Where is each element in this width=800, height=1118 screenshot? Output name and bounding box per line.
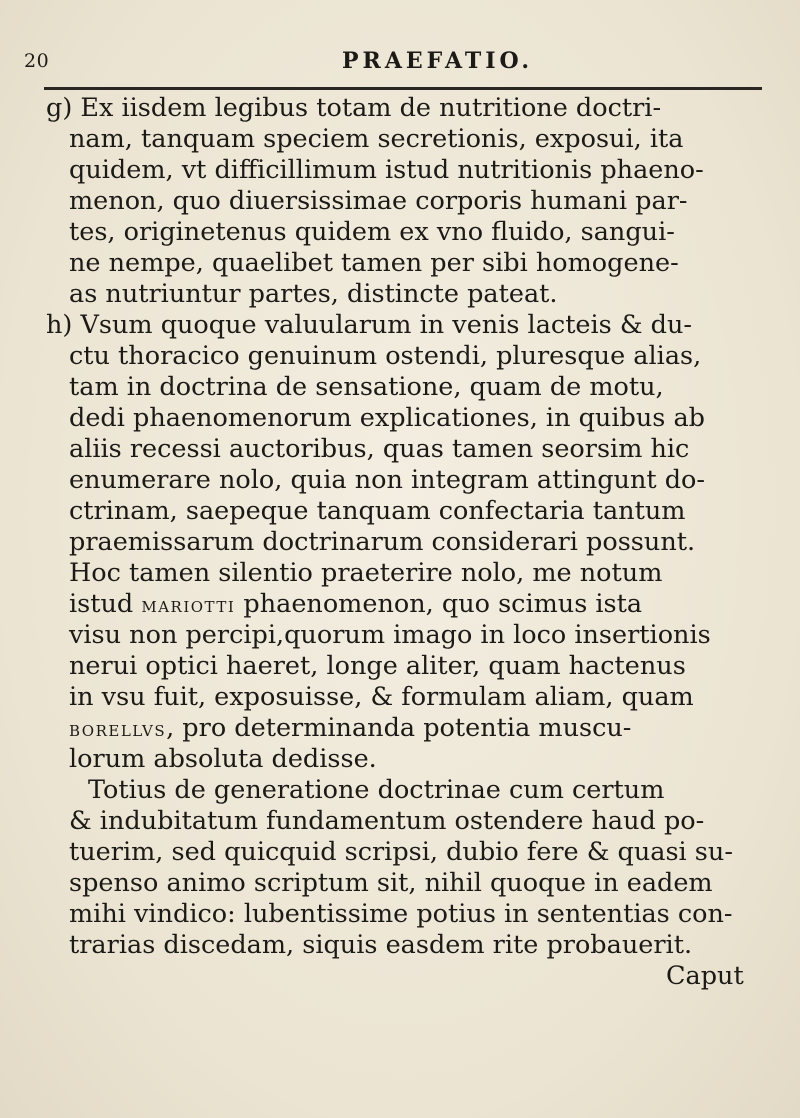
text-line: visu non percipi,quorum imago in loco insertionis — [69, 620, 711, 650]
text-line: enumerare nolo, quia non integram attingunt do- — [69, 465, 706, 495]
text-line — [69, 713, 631, 745]
text-line: in vsu fuit, exposuisse, & formulam aliam, quam — [69, 682, 694, 712]
author-name-mariotti: mariotti — [141, 593, 236, 618]
text-line — [69, 589, 642, 621]
running-head: PRAEFATIO. — [342, 48, 534, 74]
author-name-borellus: borellvs — [69, 717, 167, 742]
text-line: menon, quo diuersissimae corporis humani par- — [69, 186, 688, 216]
text-segment: , pro determinanda potentia muscu- — [166, 713, 632, 743]
text-line: ne nempe, quaelibet tamen per sibi homogene- — [69, 248, 679, 278]
text-line: nam, tanquam speciem secretionis, exposui, ita — [69, 124, 684, 154]
text-line: ctu thoracico genuinum ostendi, pluresque alias, — [69, 341, 702, 371]
text-line: dedi phaenomenorum explicationes, in quibus ab — [69, 403, 705, 433]
text-segment: phaenomenon, quo scimus ista — [235, 589, 643, 619]
text-line: tes, originetenus quidem ex vno fluido, sangui- — [69, 217, 675, 247]
text-line: Totius de generatione doctrinae cum certum — [88, 775, 665, 805]
page-header — [24, 50, 764, 80]
text-line: as nutriuntur partes, distincte pateat. — [69, 279, 558, 309]
text-line: Hoc tamen silentio praeterire nolo, me notum — [69, 558, 663, 588]
text-line: praemissarum doctrinarum considerari possunt. — [69, 527, 696, 557]
text-line: h) Vsum quoque valuularum in venis lacteis & du- — [46, 310, 693, 340]
text-line: lorum absoluta dedisse. — [69, 744, 377, 774]
text-line: aliis recessi auctoribus, quas tamen seorsim hic — [69, 434, 690, 464]
text-line: mihi vindico: lubentissime potius in sententias con- — [69, 899, 733, 929]
catchword: Caput — [666, 961, 744, 991]
text-line: spenso animo scriptum sit, nihil quoque in eadem — [69, 868, 713, 898]
page-number: 20 — [24, 50, 50, 72]
header-rule — [44, 87, 762, 90]
text-line: quidem, vt difficillimum istud nutritionis phaeno- — [69, 155, 704, 185]
text-line: ctrinam, saepeque tanquam confectaria tantum — [69, 496, 686, 526]
text-line: g) Ex iisdem legibus totam de nutritione doctri- — [46, 93, 662, 123]
text-line: nerui optici haeret, longe aliter, quam hactenus — [69, 651, 686, 681]
text-line: trarias discedam, siquis easdem rite probauerit. — [69, 930, 693, 960]
text-line: tuerim, sed quicquid scripsi, dubio fere & quasi su- — [69, 837, 733, 867]
text-segment: istud — [69, 589, 142, 619]
text-line: tam in doctrina de sensatione, quam de motu, — [69, 372, 664, 402]
text-line: & indubitatum fundamentum ostendere haud po- — [69, 806, 705, 836]
